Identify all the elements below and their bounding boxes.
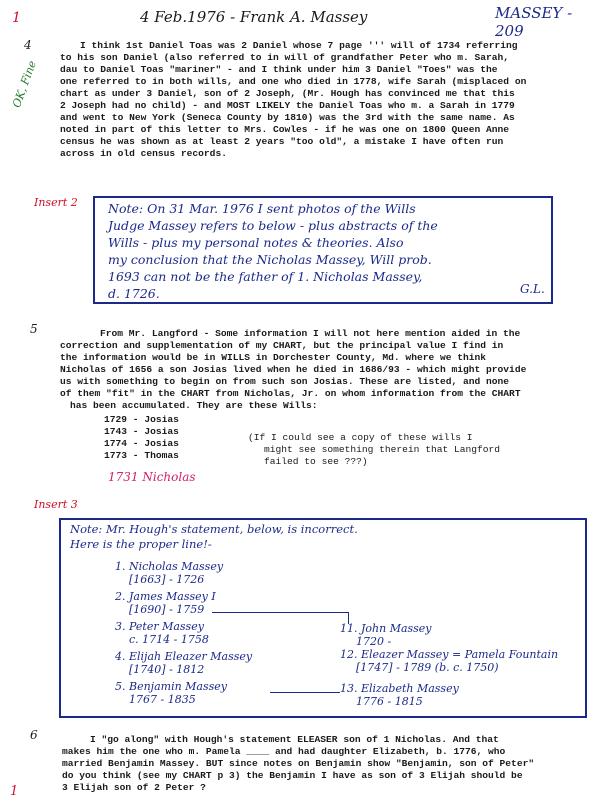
- lineage-item: 4. Elijah Eleazer Massey [1740] - 1812: [115, 650, 253, 676]
- wills-list: [104, 414, 179, 462]
- para1-line: I think 1st Daniel Toas was 2 Daniel whose 7 page ''' will of 1734 referring: [80, 40, 518, 51]
- para2-body: [60, 328, 526, 412]
- para2-number: 5: [30, 322, 38, 336]
- para1-line: chart as under 3 Daniel, son of 2 Joseph, (Mr. Hough has convinced me that this: [60, 88, 515, 99]
- para1-line: across in old census records.: [60, 148, 227, 159]
- para3-body: [62, 734, 534, 794]
- para3-line: do you think (see my CHART p 3) the Benjamin I have as son of 3 Elijah should be: [62, 770, 523, 781]
- date-author: 4 Feb.1976 - Frank A. Massey: [140, 8, 368, 26]
- will-item: 1743 - Josias: [104, 426, 179, 437]
- para2-line: us with something to begin on from such son Josias. These are listed, and none: [60, 376, 510, 387]
- para2-line: has been accumulated. They are these Wills:: [70, 400, 318, 411]
- para1-line: 2 Joseph had no child) - and MOST LIKELY the Daniel Toas who m. a Sarah in 1779: [60, 100, 515, 111]
- insert3-note-line: Note: Mr. Hough's statement, below, is incorrect.: [70, 522, 358, 536]
- para1-side-note: OK, Fine: [10, 58, 39, 110]
- aside-line: might see something therein that Langford: [264, 444, 501, 455]
- side-lineage-item: 13. Elizabeth Massey 1776 - 1815: [340, 682, 459, 708]
- para2-line: of them "fit" in the CHART from Nicholas, Jr. on whom information from the CHART: [60, 388, 521, 399]
- insert2-line: my conclusion that the Nicholas Massey, Will prob.: [108, 252, 432, 267]
- lineage-item: 5. Benjamin Massey 1767 - 1835: [115, 680, 228, 706]
- side-lineage-item: 11. John Massey 1720 -: [340, 622, 432, 648]
- para3-number: 6: [30, 728, 38, 742]
- margin-mark-top: 1: [12, 10, 21, 26]
- para2-line: Nicholas of 1656 a son Josias lived when he died in 1686/93 - which might provide: [60, 364, 527, 375]
- side-lineage-item: 12. Eleazer Massey = Pamela Fountain [1747] - 1789 (b. c. 1750): [340, 648, 559, 674]
- insert3-note: [70, 522, 358, 552]
- para1-line: one referred to in both wills, and one who died in 1778, wife Sarah (misplaced on: [60, 76, 527, 87]
- lineage-item: 1. Nicholas Massey [1663] - 1726: [115, 560, 224, 586]
- page-ref: MASSEY - 209: [495, 4, 573, 40]
- para1-line: dau to Daniel Toas "mariner" - and I think under him 3 Daniel "Toes" was the: [60, 64, 498, 75]
- aside-line: (If I could see a copy of these wills I: [248, 432, 473, 443]
- will-item: 1774 - Josias: [104, 438, 179, 449]
- insert3-note-line: Here is the proper line!-: [70, 537, 212, 551]
- para1-line: noted in part of this letter to Mrs. Cowles - if he was one on 1800 Queen Anne: [60, 124, 510, 135]
- para2-line: the information would be in WILLS in Dorchester County, Md. where we think: [60, 352, 487, 363]
- aside-line: failed to see ???): [264, 456, 368, 467]
- insert2-line: Judge Massey refers to below - plus abstracts of the: [108, 218, 438, 233]
- para1-line: and went to New York (Seneca County by 1810) was the 3rd with the same name. As: [60, 112, 515, 123]
- will-item: 1773 - Thomas: [104, 450, 179, 461]
- insert2-initials: G.L.: [520, 282, 545, 296]
- lineage-list: [115, 560, 252, 710]
- lineage-item: 3. Peter Massey c. 1714 - 1758: [115, 620, 209, 646]
- insert2-line: Wills - plus my personal notes & theories. Also: [108, 235, 404, 250]
- para1-number: 4: [24, 38, 32, 52]
- para3-line: married Benjamin Massey. BUT since notes on Benjamin show "Benjamin, son of Peter": [62, 758, 535, 769]
- insert2-line: 1693 can not be the father of 1. Nicholas Massey,: [108, 269, 423, 284]
- insert3-label: Insert 3: [34, 498, 78, 511]
- para3-line: makes him the one who m. Pamela ____ and had daughter Elizabeth, b. 1776, who: [62, 746, 506, 757]
- para3-line: 3 Elijah son of 2 Peter ?: [62, 782, 206, 793]
- will-item: 1729 - Josias: [104, 414, 179, 425]
- wills-aside: [248, 432, 500, 468]
- insert2-line: d. 1726.: [108, 286, 160, 301]
- insert2-line: Note: On 31 Mar. 1976 I sent photos of the Wills: [108, 201, 416, 216]
- lineage-connector: [212, 612, 348, 613]
- side-lineage: [340, 622, 558, 708]
- insert2-label: Insert 2: [34, 196, 78, 209]
- lineage-connector: [270, 692, 340, 693]
- para2-line: correction and supplementation of my CHART, but the principal value I find in: [60, 340, 504, 351]
- para1-line: to his son Daniel (also referred to in will of grandfather Peter who m. Sarah,: [60, 52, 510, 63]
- para2-line: From Mr. Langford - Some information I will not here mention aided in the: [100, 328, 521, 339]
- insert2-text: [108, 200, 438, 302]
- lineage-item: 2. James Massey I [1690] - 1759: [115, 590, 216, 616]
- para1-line: census he was shown as at least 2 years "too old", a mistake I have often run: [60, 136, 504, 147]
- margin-mark-bottom: 1: [10, 784, 19, 799]
- para3-line: I "go along" with Hough's statement ELEASER son of 1 Nicholas. And that: [90, 734, 499, 745]
- para1-body: [60, 40, 526, 160]
- added-will: 1731 Nicholas: [108, 470, 196, 484]
